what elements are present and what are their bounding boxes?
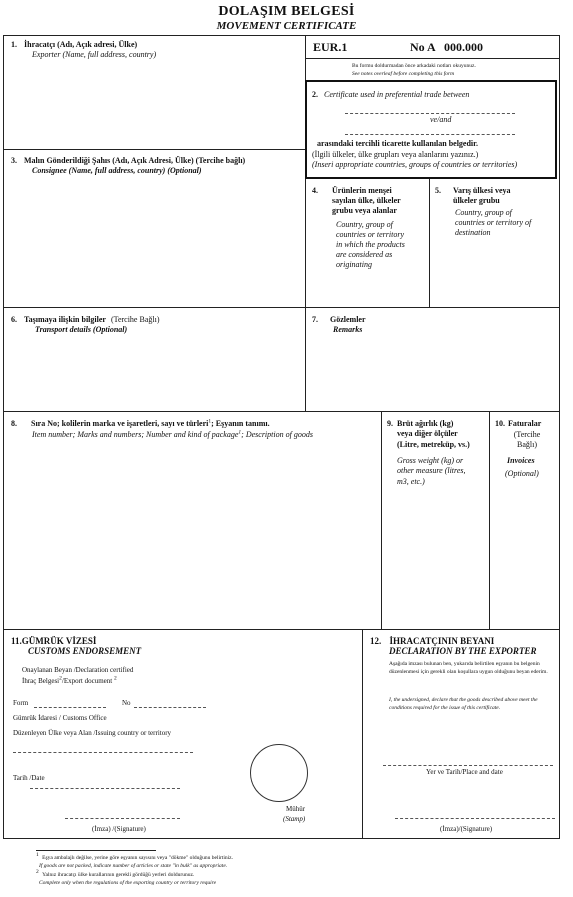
box5-number: 5.	[435, 186, 441, 195]
box1-number: 1.	[11, 40, 17, 49]
box11-line1: Onaylanan Beyan /Declaration certified	[22, 666, 134, 674]
box6-label-en: Transport details (Optional)	[35, 325, 128, 334]
box8-label-tr-end: ; Eşyanın tanımı.	[211, 419, 270, 428]
frame-top	[3, 35, 560, 36]
box4-label-en-5: originating	[336, 260, 373, 269]
box7-label-en: Remarks	[333, 325, 363, 334]
divider-box6-box7	[305, 307, 306, 411]
box11-signature: (İmza) /(Signature)	[92, 825, 146, 833]
box3-number: 3.	[11, 156, 17, 165]
box6-label-tr-opt: (Tercihe Bağlı)	[110, 315, 160, 324]
divider-box9-box10	[489, 411, 490, 629]
box12-place-line	[383, 765, 553, 766]
document-title: DOLAŞIM BELGESİ	[218, 4, 355, 19]
box12-text-en: I, the undersigned, declare that the goods described above meet the conditions required for the issue of this certificate.	[389, 697, 538, 711]
box10-label-tr-opt	[503, 430, 551, 451]
box11-no-line	[134, 707, 206, 708]
divider-box11-box12	[362, 629, 363, 838]
cert-number-value: 000.000	[444, 40, 484, 54]
box5-label-en-2: countries or territory of	[455, 218, 532, 227]
box11-stamp-en: (Stamp)	[283, 815, 306, 823]
box5-label-en-1: Country, group of	[455, 208, 512, 217]
footnote1-number: 1	[36, 852, 39, 859]
cert-note-tr: Bu formu doldurmadan önce arkadaki notları okuyunuz.	[352, 63, 476, 69]
box11-date: Tarih /Date	[13, 774, 45, 782]
cert-number-prefix: No A	[410, 40, 436, 54]
box8-label-en: Item number; Marks and numbers; Number and kind of package	[32, 430, 239, 439]
box10-label-tr-1: Faturalar	[508, 419, 542, 428]
box4-label-en-4: are considered as	[336, 250, 393, 259]
box10-label-tr-3: Bağlı)	[517, 440, 537, 450]
box5-label-en-3: destination	[455, 228, 491, 237]
footnote2-tr: Yalnız ihracatçı ülke kurallarının gerekli gördüğü yerleri doldurunuz.	[42, 872, 195, 878]
box3-label-en: Consignee (Name, full address, country) (Optional)	[32, 166, 202, 175]
footnote2-number: 2	[36, 869, 39, 876]
box12-signature: (İmza)/(Signature)	[440, 825, 493, 833]
box11-signature-line	[65, 818, 180, 819]
box9-label-tr	[397, 419, 470, 450]
box12-signature-line	[395, 818, 555, 819]
box8-sup-2: 1	[238, 429, 242, 436]
box2-line1	[345, 113, 515, 114]
box9-label-en	[397, 456, 466, 487]
footnote2-en: Complete only when the regulations of the exporting country or territory require	[39, 880, 217, 886]
box3-label-tr: Malın Gönderildiği Şahıs (Adı, Açık Adresi, Ülke) (Tercihe bağlı)	[24, 156, 246, 165]
box12-text-tr: Aşağıda imzası bulunan ben, yukarıda belirtilen eşyanın bu belgenin düzenlenmesi için gerekli olan koşullara uygun olduğunu beyan ederim.	[389, 661, 548, 675]
box10-label-en-2: (Optional)	[505, 469, 539, 478]
box8-number: 8.	[11, 419, 17, 428]
box12-title-en: DECLARATION BY THE EXPORTER	[389, 646, 537, 656]
cert-type: EUR.1	[313, 40, 348, 54]
box2-label-en: Certificate used in preferential trade between	[324, 90, 470, 99]
box1-label-tr: İhracatçı (Adı, Açık adresi, Ülke)	[24, 40, 138, 49]
cert-note-en: See notes overleaf before completing this form	[352, 71, 455, 77]
box4-label-en-1: Country, group of	[336, 220, 393, 229]
box2-hint-tr: (İlgili ülkeler, ülke grupları veya alanlarını yazınız.)	[312, 150, 479, 159]
divider-row-boxes6	[3, 307, 560, 308]
divider-row-boxes11	[3, 629, 560, 630]
footnote1-tr: Eşya ambalajlı değilse, yerine göre eşyanın sayısını veya "dökme" olduğunu belirtiniz.	[42, 855, 233, 861]
box11-form-line	[34, 707, 106, 708]
box10-label-en-1: Invoices	[507, 456, 535, 465]
box4-label-en	[336, 220, 405, 270]
box1-label-en: Exporter (Name, full address, country)	[32, 50, 157, 59]
box4-label-en-3: in which the products	[336, 240, 405, 249]
box9-label-tr-3: (Litre, metreküp, vs.)	[397, 439, 470, 449]
box11-form: Form	[13, 699, 29, 707]
box8-label-tr: Sıra No; kolilerin marka ve işaretleri, sayı ve türleri	[31, 419, 209, 428]
box4-label-tr-2: sayılan ülke, ülkeler	[332, 196, 401, 205]
box10-number: 10.	[495, 419, 505, 428]
box9-label-en-1: Gross weight (kg) or	[397, 456, 464, 465]
box4-number: 4.	[312, 186, 318, 195]
divider-row-boxes8	[3, 411, 560, 412]
box9-label-tr-1: Brüt ağırlık (kg)	[397, 419, 454, 428]
box9-label-tr-2: veya diğer ölçüler	[397, 429, 458, 439]
box8-sup-1: 1	[208, 418, 212, 425]
divider-box4-box5	[429, 179, 430, 307]
box1-label	[11, 40, 137, 50]
divider-box1-box3	[3, 149, 305, 150]
box5-label-tr-2: ülkeler grubu	[453, 196, 500, 205]
box2-number: 2.	[312, 90, 318, 99]
box2-hint-en: (Inseri appropriate countries, groups of countries or territories)	[312, 160, 518, 169]
box6-number: 6.	[11, 315, 17, 324]
box6-label-tr: Taşımaya ilişkin bilgiler	[24, 315, 106, 324]
box11-title-tr: 11.GÜMRÜK VİZESİ	[11, 636, 97, 646]
box11-office: Gümrük İdaresi / Customs Office	[13, 714, 107, 722]
box11-date-line	[30, 788, 180, 789]
box12-place-date: Yer ve Tarih/Place and date	[426, 768, 503, 776]
stamp-circle	[250, 744, 308, 802]
box9-number: 9.	[387, 419, 393, 428]
divider-cert	[305, 58, 560, 59]
box4-label-tr-1: Ürünlerin menşei	[332, 186, 392, 195]
box2-line2	[345, 134, 515, 135]
footnote-separator	[36, 850, 156, 851]
frame-right	[559, 35, 560, 839]
divider-box8-box9	[381, 411, 382, 629]
box12-number: 12.	[370, 636, 382, 646]
box11-line2-end: /Export document	[61, 677, 113, 685]
box4-label-tr-3: grubu veya alanlar	[332, 206, 397, 215]
frame-bottom	[3, 838, 560, 839]
box5-label-tr	[453, 186, 511, 206]
box7-number: 7.	[312, 315, 318, 324]
box11-issuing: Düzenleyen Ülke veya Alan /Issuing country or territory	[13, 729, 172, 737]
box5-label-en	[455, 208, 531, 238]
box2-and: ve/and	[430, 115, 452, 124]
box11-no: No	[122, 699, 131, 707]
box11-title-en: CUSTOMS ENDORSEMENT	[28, 646, 142, 656]
box2-label-tr: arasındaki tercihli ticarette kullanılan belgedir.	[317, 139, 478, 148]
box9-label-en-3: m3, etc.)	[397, 476, 425, 486]
box7-label-tr: Gözlemler	[330, 315, 366, 324]
box11-stamp-tr: Mühür	[286, 805, 306, 813]
box9-label-en-2: other measure (litres,	[397, 466, 466, 476]
box10-label-tr-2: (Tercihe	[513, 430, 541, 439]
box11-issuing-line	[13, 752, 193, 753]
box4-label-tr	[332, 186, 401, 216]
box11-line2-sup2: 2	[113, 675, 117, 682]
document-subtitle: MOVEMENT CERTIFICATE	[216, 20, 357, 32]
box11-line2: İhraç Belgesi	[22, 677, 60, 685]
frame-left	[3, 35, 4, 839]
box5-label-tr-1: Varış ülkesi veya	[453, 186, 511, 195]
box11-line2-sup: 2	[59, 675, 62, 682]
box12-title-tr: İHRACATÇININ BEYANI	[389, 636, 495, 646]
box8-label-en-end: ; Description of goods	[241, 430, 313, 439]
box4-label-en-2: countries or territory	[336, 230, 404, 239]
footnote1-en: If goods are not packed, indicate number of articles or state "in bulk" as appropriate.	[39, 863, 228, 869]
